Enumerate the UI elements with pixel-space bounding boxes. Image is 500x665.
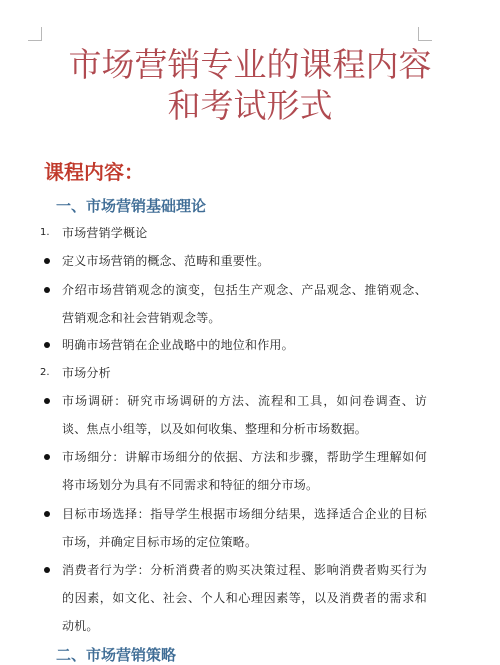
- list-item-text: 市场细分：讲解市场细分的依据、方法和步骤，帮助学生理解如何将市场划分为具有不同需求和特征的细分市场。: [62, 450, 427, 492]
- list-item-text: 目标市场选择：指导学生根据市场细分结果，选择适合企业的目标市场，并确定目标市场的定位策略。: [62, 507, 427, 549]
- bullet-icon: [44, 567, 50, 573]
- numbered-marker: 2.: [40, 367, 50, 378]
- bullet-icon: [44, 511, 50, 517]
- title-line-2: 和考试形式: [167, 86, 333, 125]
- list-item-text: 定义市场营销的概念、范畴和重要性。: [62, 254, 270, 268]
- page-corner-mark-left: [28, 27, 42, 41]
- subsection-heading-2: 二、市场营销策略: [56, 646, 177, 664]
- bullet-icon: [44, 454, 50, 460]
- numbered-marker: 1.: [40, 227, 50, 238]
- list-item-text: 介绍市场营销观念的演变，包括生产观念、产品观念、推销观念、营销观念和社会营销观念等。: [62, 283, 427, 325]
- document-title: [0, 44, 500, 126]
- bullet-icon: [44, 398, 50, 404]
- subsection-heading-1: 一、市场营销基础理论: [56, 197, 207, 215]
- bullet-icon: [44, 342, 50, 348]
- list-item-text: 市场调研：研究市场调研的方法、流程和工具，如问卷调查、访谈、焦点小组等，以及如何收集、整理和分析市场数据。: [62, 394, 427, 436]
- bullet-icon: [44, 258, 50, 264]
- title-line-1: 市场营销专业的课程内容: [68, 45, 432, 84]
- page-corner-mark-right: [418, 27, 432, 41]
- list-item-text: 消费者行为学：分析消费者的购买决策过程、影响消费者购买行为的因素，如文化、社会、个人和心理因素等，以及消费者的需求和动机。: [62, 563, 427, 633]
- section-heading-course-content: 课程内容：: [44, 160, 144, 184]
- list-item-text: 明确市场营销在企业战略中的地位和作用。: [62, 338, 294, 352]
- bullet-icon: [44, 287, 50, 293]
- list-item-text: 市场分析: [62, 366, 111, 380]
- list-item-text: 市场营销学概论: [62, 226, 148, 240]
